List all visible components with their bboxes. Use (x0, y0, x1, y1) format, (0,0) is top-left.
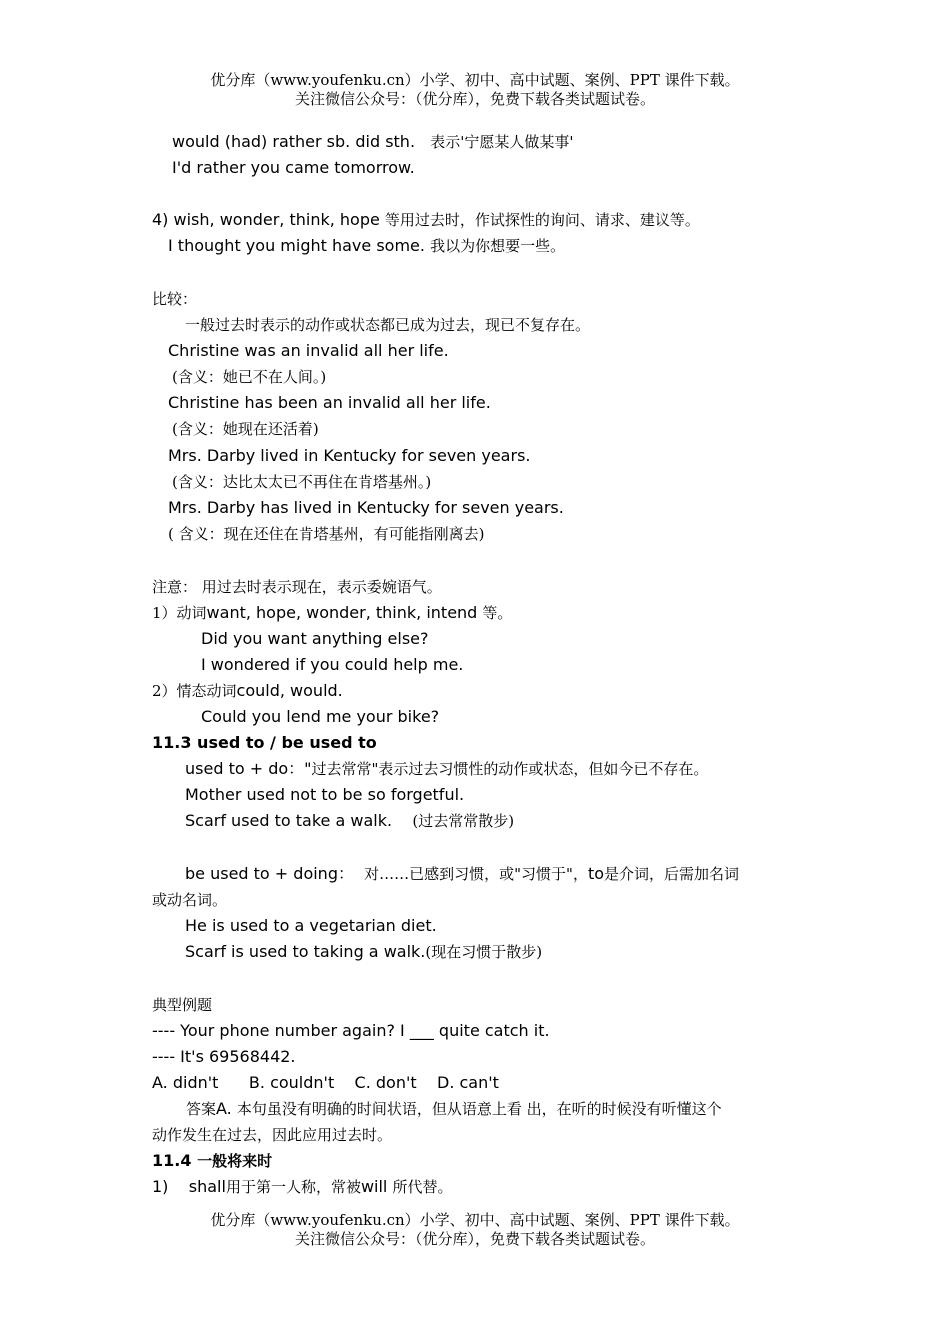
item4-example: I thought you might have some. 我以为你想要一些。 (168, 236, 566, 255)
note-1: 1）动词want, hope, wonder, think, intend 等。 (152, 603, 513, 622)
section-11-3-title: 11.3 used to / be used to (152, 733, 377, 752)
question-line-2: ---- It's 69568442. (152, 1047, 296, 1066)
page-header (0, 71, 950, 109)
be-used-to-line-cont: 或动名词。 (152, 891, 228, 909)
be-used-to-line: be used to + doing： 对……已感到习惯，或"习惯于"，to是介词，后需加名词 (185, 864, 740, 883)
compare-desc: 一般过去时表示的动作或状态都已成为过去，现已不复存在。 (185, 316, 591, 334)
note-2-example: Could you lend me your bike? (201, 707, 440, 726)
header-line-2: 关注微信公众号：（优分库），免费下载各类试题试卷。 (294, 90, 655, 108)
answer-options: A. didn't B. couldn't C. don't D. can't (152, 1073, 499, 1092)
would-rather-example: I'd rather you came tomorrow. (172, 158, 415, 177)
header-line-1: 优分库（www.youfenku.cn）小学、初中、高中试题、案例、PPT 课件下载。 (210, 71, 740, 89)
item4-line: 4) wish, wonder, think, hope 等用过去时，作试探性的询问、请求、建议等。 (152, 210, 700, 229)
compare-meaning-1: (含义：她已不在人间。) (172, 368, 327, 386)
used-to-example-2: Scarf used to take a walk. (过去常常散步) (185, 811, 515, 830)
note-title: 注意： 用过去时表示现在，表示委婉语气。 (152, 578, 442, 596)
used-to-line: used to + do："过去常常"表示过去习惯性的动作或状态，但如今已不存在。 (185, 759, 709, 778)
footer-line-1: 优分库（www.youfenku.cn）小学、初中、高中试题、案例、PPT 课件下载。 (210, 1211, 740, 1229)
answer-explanation: 答案A. 本句虽没有明确的时间状语，但从语意上看 出，在听的时候没有听懂这个 (186, 1099, 722, 1118)
note-1-example-1: Did you want anything else? (201, 629, 429, 648)
question-line-1: ---- Your phone number again? I ___ quite catch it. (152, 1021, 550, 1040)
note-2: 2）情态动词could, would. (152, 681, 343, 700)
answer-explanation-cont: 动作发生在过去，因此应用过去时。 (152, 1126, 393, 1144)
be-used-to-example-1: He is used to a vegetarian diet. (185, 916, 437, 935)
compare-example-3: Mrs. Darby lived in Kentucky for seven years. (168, 446, 531, 465)
section-11-4-title: 11.4 一般将来时 (152, 1151, 273, 1170)
compare-example-1: Christine was an invalid all her life. (168, 341, 449, 360)
compare-example-4: Mrs. Darby has lived in Kentucky for seven years. (168, 498, 564, 517)
would-rather-line: would (had) rather sb. did sth. 表示'宁愿某人做某事' (172, 132, 574, 151)
compare-title: 比较： (152, 290, 198, 308)
compare-example-2: Christine has been an invalid all her life. (168, 393, 491, 412)
compare-meaning-2: (含义：她现在还活着) (172, 420, 319, 438)
be-used-to-example-2: Scarf is used to taking a walk.(现在习惯于散步) (185, 942, 543, 961)
compare-meaning-4: ( 含义：现在还住在肯塔基州，有可能指刚离去) (168, 525, 485, 543)
shall-line: 1) shall用于第一人称，常被will 所代替。 (152, 1177, 453, 1196)
compare-meaning-3: (含义：达比太太已不再住在肯塔基州。) (172, 473, 432, 491)
used-to-example-1: Mother used not to be so forgetful. (185, 785, 465, 804)
note-1-example-2: I wondered if you could help me. (201, 655, 464, 674)
footer-line-2: 关注微信公众号：（优分库），免费下载各类试题试卷。 (294, 1230, 655, 1248)
example-title: 典型例题 (152, 996, 213, 1014)
page-footer (0, 1211, 950, 1249)
